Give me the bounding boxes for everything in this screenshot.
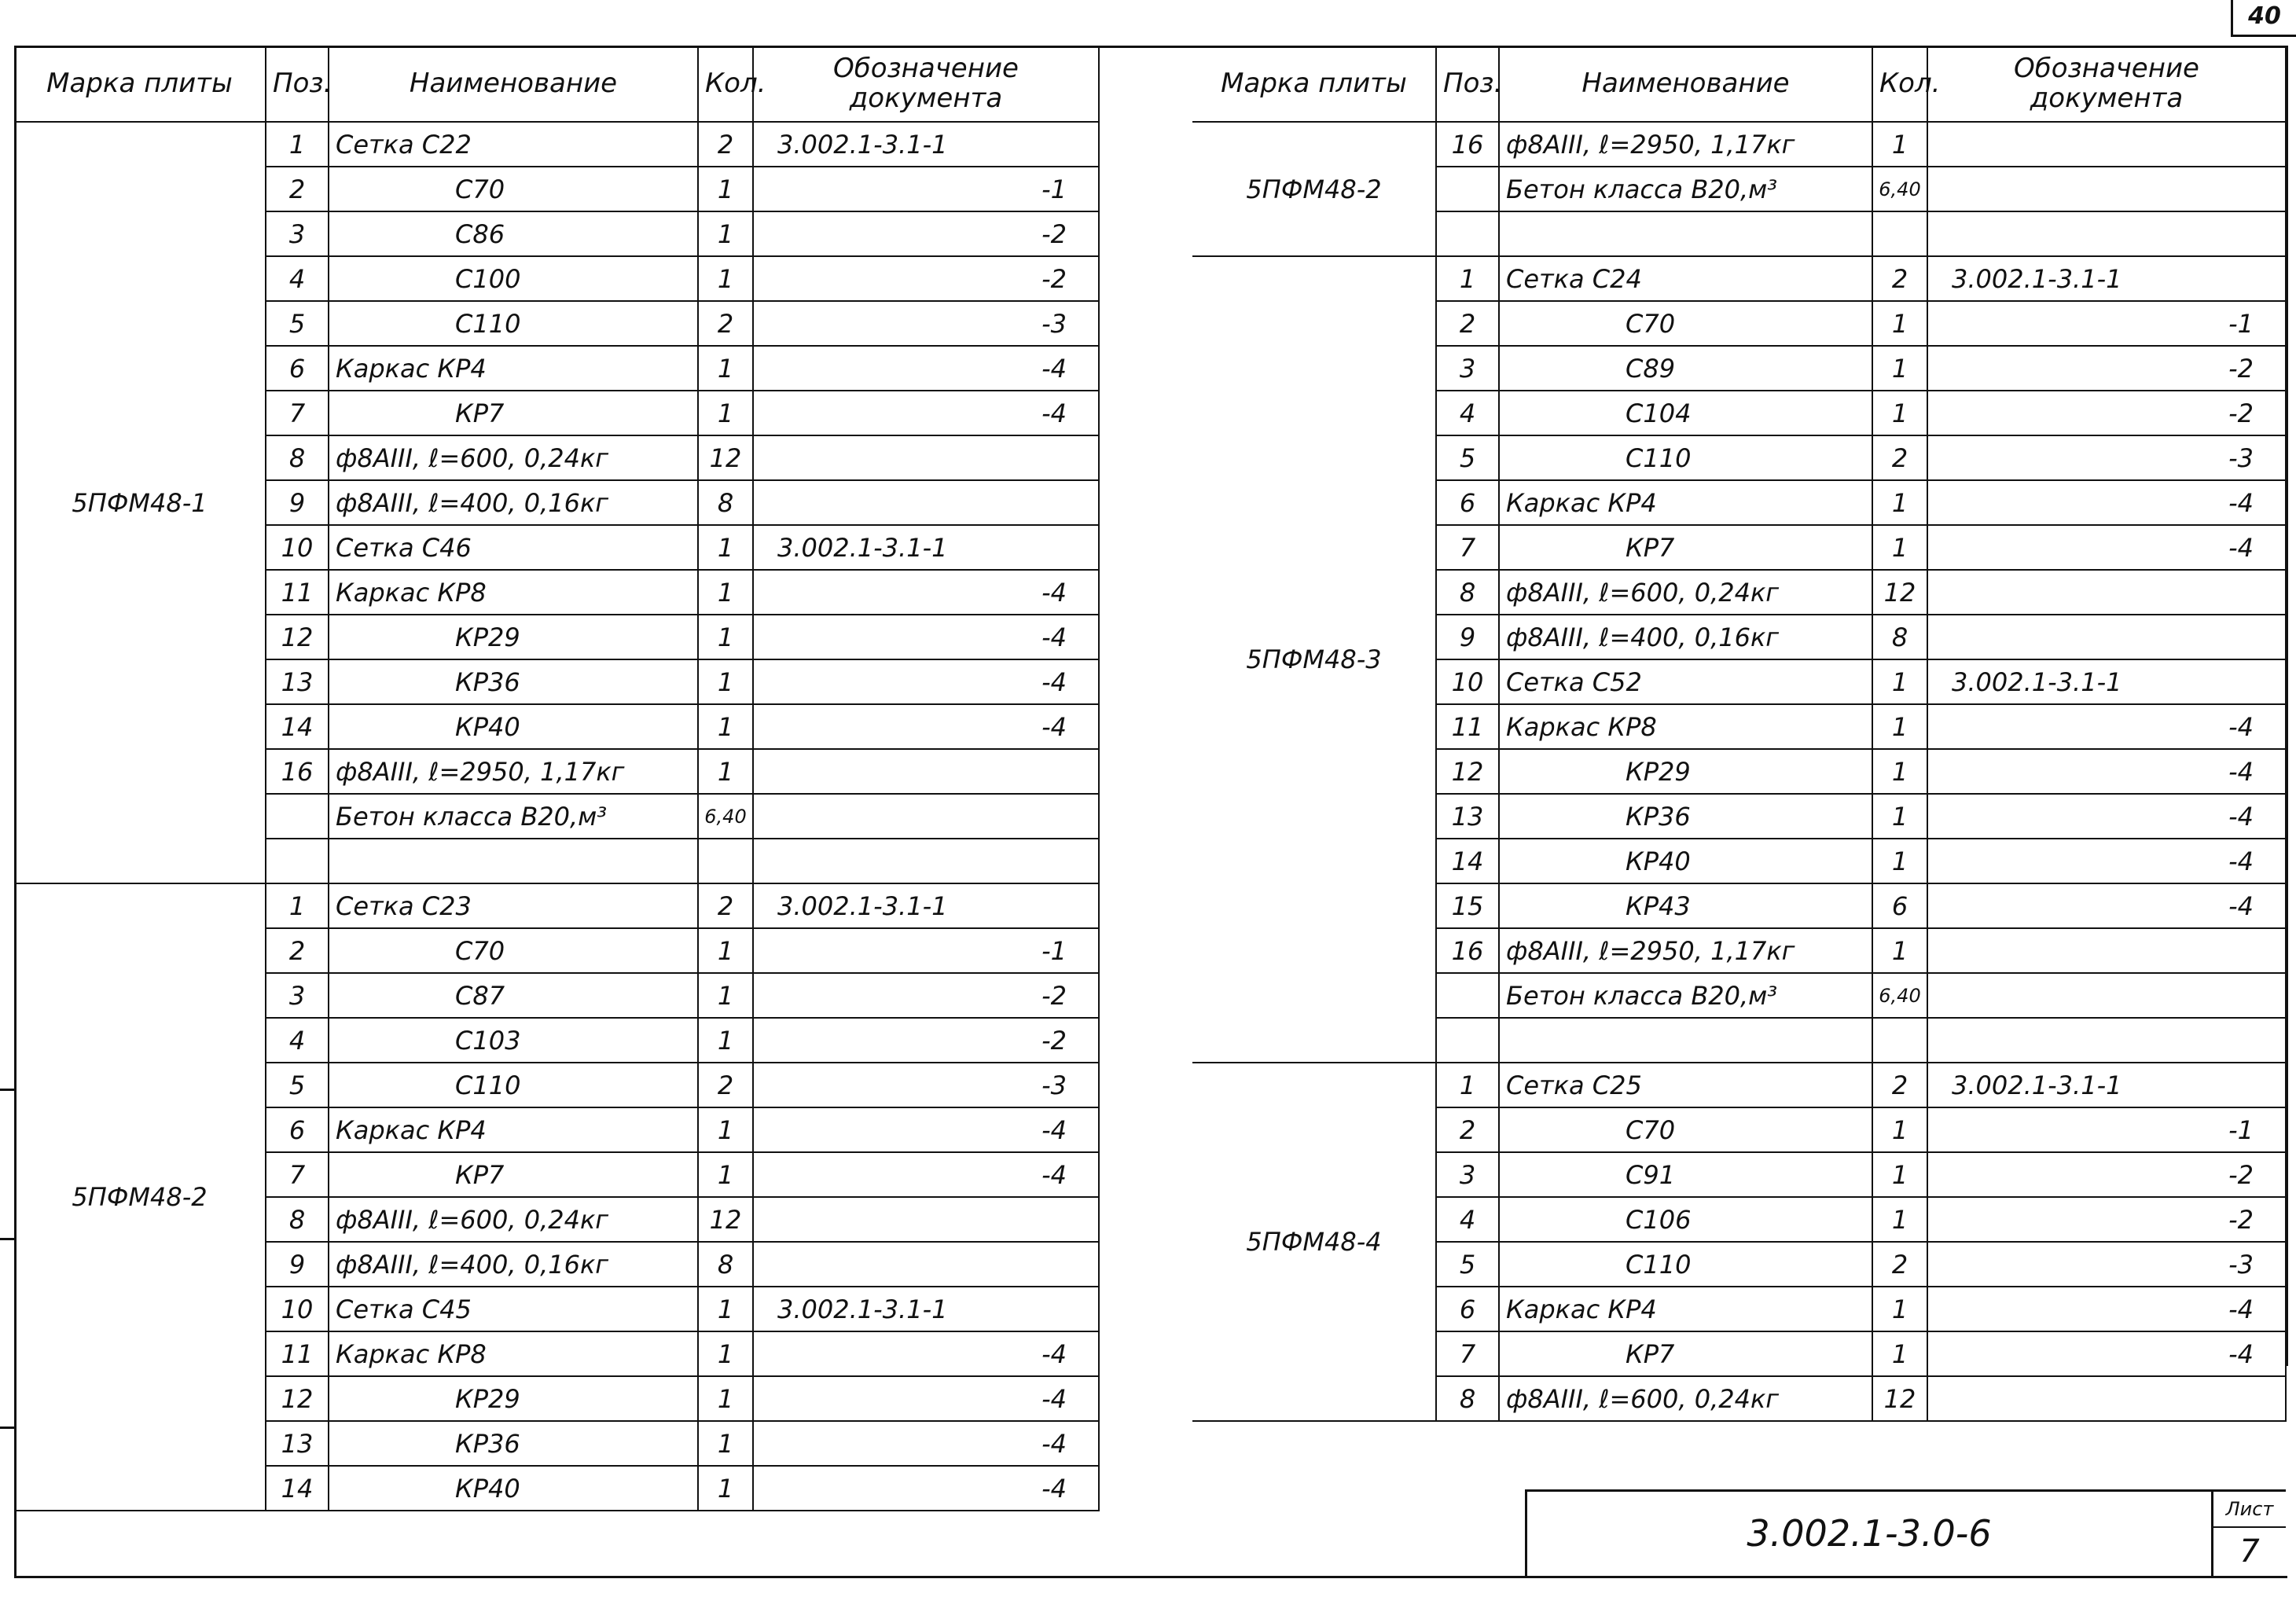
doc-cell: 3.002.1-3.1-1 — [753, 122, 1099, 167]
qty-cell: 1 — [698, 1107, 753, 1152]
doc-cell: -4 — [753, 391, 1099, 435]
doc-cell: -2 — [1927, 391, 2286, 435]
pos-cell: 15 — [1436, 883, 1499, 928]
qty-cell: 1 — [1872, 301, 1927, 346]
name-cell: С87 — [329, 973, 698, 1018]
pos-cell — [266, 839, 329, 883]
qty-cell: 1 — [698, 570, 753, 615]
table-row — [14, 122, 1099, 167]
qty-cell — [698, 839, 753, 883]
doc-cell: -4 — [753, 659, 1099, 704]
pos-cell: 11 — [1436, 704, 1499, 749]
doc-cell: -4 — [753, 346, 1099, 391]
pos-cell — [1436, 211, 1499, 256]
name-cell: КР29 — [329, 615, 698, 659]
qty-cell: 1 — [698, 525, 753, 570]
table-header-row — [1192, 46, 2286, 122]
header-doc: Обозначение документа — [1927, 46, 2286, 122]
pos-cell: 12 — [266, 615, 329, 659]
doc-cell: -4 — [753, 1107, 1099, 1152]
pos-cell: 5 — [1436, 435, 1499, 480]
qty-cell: 1 — [698, 615, 753, 659]
qty-cell: 1 — [1872, 659, 1927, 704]
sheet-label: Лист — [2213, 1492, 2286, 1528]
pos-cell: 9 — [1436, 615, 1499, 659]
pos-cell: 4 — [266, 1018, 329, 1063]
spec-table-left — [14, 46, 1100, 1511]
doc-cell: 3.002.1-3.1-1 — [753, 1287, 1099, 1331]
pos-cell: 7 — [266, 1152, 329, 1197]
pos-cell — [1436, 1018, 1499, 1063]
name-cell: Сетка С52 — [1499, 659, 1872, 704]
name-cell: С89 — [1499, 346, 1872, 391]
name-cell: С110 — [329, 1063, 698, 1107]
pos-cell: 3 — [1436, 1152, 1499, 1197]
margin-tick — [0, 1238, 14, 1240]
pos-cell: 4 — [1436, 391, 1499, 435]
name-cell: ф8АIII, ℓ=400, 0,16кг — [1499, 615, 1872, 659]
name-cell: КР7 — [329, 1152, 698, 1197]
pos-cell: 1 — [266, 122, 329, 167]
qty-cell: 2 — [698, 301, 753, 346]
pos-cell: 2 — [266, 167, 329, 211]
qty-cell: 2 — [1872, 1242, 1927, 1287]
doc-cell: -2 — [753, 211, 1099, 256]
name-cell: С70 — [1499, 1107, 1872, 1152]
name-cell: КР36 — [329, 659, 698, 704]
name-cell: КР43 — [1499, 883, 1872, 928]
doc-cell — [753, 794, 1099, 839]
margin-tick — [0, 1089, 14, 1091]
name-cell: С104 — [1499, 391, 1872, 435]
qty-cell — [1872, 211, 1927, 256]
slab-mark: 5ПФМ48-2 — [14, 883, 266, 1511]
qty-cell: 2 — [698, 883, 753, 928]
pos-cell: 8 — [266, 435, 329, 480]
qty-cell: 1 — [698, 346, 753, 391]
document-code: 3.002.1-3.0-6 — [1747, 1512, 1992, 1555]
pos-cell — [266, 794, 329, 839]
qty-cell: 1 — [698, 1152, 753, 1197]
doc-cell — [1927, 1018, 2286, 1063]
pos-cell — [1436, 167, 1499, 211]
pos-cell: 5 — [266, 1063, 329, 1107]
doc-cell: -4 — [753, 1421, 1099, 1466]
doc-cell: -4 — [753, 570, 1099, 615]
pos-cell: 16 — [1436, 122, 1499, 167]
name-cell: Сетка С23 — [329, 883, 698, 928]
doc-cell — [753, 435, 1099, 480]
name-cell — [1499, 211, 1872, 256]
qty-cell: 1 — [1872, 1287, 1927, 1331]
qty-cell: 6 — [1872, 883, 1927, 928]
doc-cell — [1927, 211, 2286, 256]
table-row — [1192, 1063, 2286, 1107]
name-cell: С100 — [329, 256, 698, 301]
doc-cell: -2 — [753, 256, 1099, 301]
name-cell: ф8АIII, ℓ=2950, 1,17кг — [329, 749, 698, 794]
qty-cell: 1 — [1872, 480, 1927, 525]
qty-cell: 1 — [1872, 794, 1927, 839]
pos-cell: 9 — [266, 1242, 329, 1287]
name-cell: С86 — [329, 211, 698, 256]
doc-cell — [753, 1197, 1099, 1242]
doc-cell: -4 — [753, 615, 1099, 659]
doc-cell: -1 — [1927, 301, 2286, 346]
qty-cell: 12 — [698, 435, 753, 480]
pos-cell: 6 — [266, 1107, 329, 1152]
pos-cell: 1 — [266, 883, 329, 928]
name-cell: Каркас КР8 — [1499, 704, 1872, 749]
doc-cell — [1927, 928, 2286, 973]
qty-cell: 1 — [1872, 928, 1927, 973]
pos-cell: 3 — [266, 973, 329, 1018]
doc-cell: -4 — [753, 1152, 1099, 1197]
pos-cell: 10 — [1436, 659, 1499, 704]
doc-cell: -1 — [1927, 1107, 2286, 1152]
pos-cell: 6 — [1436, 1287, 1499, 1331]
doc-cell: -4 — [753, 704, 1099, 749]
qty-cell: 1 — [698, 1376, 753, 1421]
pos-cell: 2 — [1436, 1107, 1499, 1152]
qty-cell: 1 — [698, 928, 753, 973]
qty-cell — [1872, 1018, 1927, 1063]
name-cell: ф8АIII, ℓ=400, 0,16кг — [329, 480, 698, 525]
qty-cell: 1 — [1872, 391, 1927, 435]
doc-cell: -4 — [1927, 480, 2286, 525]
slab-mark: 5ПФМ48-2 — [1192, 122, 1436, 256]
name-cell: КР29 — [1499, 749, 1872, 794]
title-block — [1525, 1489, 2286, 1576]
header-name: Наименование — [329, 46, 698, 122]
name-cell: ф8АIII, ℓ=400, 0,16кг — [329, 1242, 698, 1287]
doc-cell: -4 — [753, 1466, 1099, 1511]
name-cell: Сетка С45 — [329, 1287, 698, 1331]
doc-cell: -3 — [1927, 1242, 2286, 1287]
doc-cell: 3.002.1-3.1-1 — [1927, 1063, 2286, 1107]
doc-cell: -4 — [1927, 794, 2286, 839]
name-cell: Каркас КР8 — [329, 570, 698, 615]
qty-cell: 1 — [698, 1331, 753, 1376]
table-row — [1192, 256, 2286, 301]
qty-cell: 1 — [698, 749, 753, 794]
doc-cell: -4 — [1927, 704, 2286, 749]
name-cell: С110 — [1499, 1242, 1872, 1287]
table-row — [1192, 122, 2286, 167]
doc-cell — [753, 749, 1099, 794]
qty-cell: 6,40 — [698, 794, 753, 839]
qty-cell: 1 — [698, 1287, 753, 1331]
qty-cell: 1 — [1872, 1331, 1927, 1376]
doc-cell: -4 — [1927, 839, 2286, 883]
pos-cell: 14 — [266, 1466, 329, 1511]
pos-cell: 2 — [266, 928, 329, 973]
pos-cell: 7 — [1436, 525, 1499, 570]
name-cell: КР29 — [329, 1376, 698, 1421]
qty-cell: 1 — [698, 391, 753, 435]
doc-cell — [1927, 973, 2286, 1018]
pos-cell: 16 — [1436, 928, 1499, 973]
doc-cell: -3 — [753, 1063, 1099, 1107]
doc-cell: 3.002.1-3.1-1 — [753, 525, 1099, 570]
pos-cell: 13 — [266, 1421, 329, 1466]
doc-cell: -4 — [753, 1376, 1099, 1421]
doc-cell: -2 — [753, 1018, 1099, 1063]
pos-cell: 3 — [266, 211, 329, 256]
doc-cell: -4 — [1927, 883, 2286, 928]
pos-cell: 8 — [1436, 570, 1499, 615]
name-cell: Бетон класса В20,м³ — [329, 794, 698, 839]
doc-cell: -4 — [753, 1331, 1099, 1376]
pos-cell: 13 — [1436, 794, 1499, 839]
doc-cell: -1 — [753, 167, 1099, 211]
name-cell: ф8АIII, ℓ=600, 0,24кг — [329, 1197, 698, 1242]
doc-cell: -2 — [1927, 1197, 2286, 1242]
pos-cell: 14 — [266, 704, 329, 749]
spec-table-right-body — [1192, 122, 2286, 1421]
qty-cell: 1 — [1872, 839, 1927, 883]
qty-cell: 12 — [1872, 570, 1927, 615]
name-cell: КР40 — [329, 704, 698, 749]
margin-tick — [0, 1427, 14, 1429]
name-cell: КР7 — [1499, 525, 1872, 570]
qty-cell: 1 — [698, 1018, 753, 1063]
name-cell: КР7 — [1499, 1331, 1872, 1376]
doc-cell: -2 — [1927, 1152, 2286, 1197]
pos-cell: 4 — [1436, 1197, 1499, 1242]
name-cell: С91 — [1499, 1152, 1872, 1197]
qty-cell: 1 — [1872, 346, 1927, 391]
doc-cell: 3.002.1-3.1-1 — [1927, 256, 2286, 301]
header-pos: Поз. — [1436, 46, 1499, 122]
pos-cell: 2 — [1436, 301, 1499, 346]
qty-cell: 1 — [1872, 749, 1927, 794]
slab-mark: 5ПФМ48-4 — [1192, 1063, 1436, 1421]
header-mark: Марка плиты — [1192, 46, 1436, 122]
name-cell: КР36 — [1499, 794, 1872, 839]
pos-cell: 3 — [1436, 346, 1499, 391]
pos-cell: 12 — [1436, 749, 1499, 794]
pos-cell: 4 — [266, 256, 329, 301]
name-cell: ф8АIII, ℓ=600, 0,24кг — [1499, 570, 1872, 615]
doc-cell — [753, 839, 1099, 883]
doc-cell: 3.002.1-3.1-1 — [1927, 659, 2286, 704]
name-cell — [329, 839, 698, 883]
name-cell: Каркас КР4 — [329, 1107, 698, 1152]
pos-cell: 6 — [266, 346, 329, 391]
doc-cell: -4 — [1927, 749, 2286, 794]
qty-cell: 8 — [698, 1242, 753, 1287]
name-cell: С110 — [329, 301, 698, 346]
header-name: Наименование — [1499, 46, 1872, 122]
doc-cell: -4 — [1927, 1331, 2286, 1376]
qty-cell: 1 — [698, 256, 753, 301]
sheet-cell — [2211, 1492, 2286, 1576]
name-cell: Бетон класса В20,м³ — [1499, 973, 1872, 1018]
name-cell: Сетка С22 — [329, 122, 698, 167]
pos-cell: 16 — [266, 749, 329, 794]
spec-table-right — [1192, 46, 2287, 1422]
pos-cell: 10 — [266, 525, 329, 570]
pos-cell: 5 — [266, 301, 329, 346]
name-cell: Каркас КР4 — [1499, 480, 1872, 525]
doc-cell — [1927, 570, 2286, 615]
name-cell: КР36 — [329, 1421, 698, 1466]
doc-cell — [753, 1242, 1099, 1287]
name-cell: С110 — [1499, 435, 1872, 480]
qty-cell: 2 — [698, 1063, 753, 1107]
qty-cell: 6,40 — [1872, 973, 1927, 1018]
pos-cell: 7 — [1436, 1331, 1499, 1376]
qty-cell: 1 — [1872, 1197, 1927, 1242]
doc-cell — [1927, 122, 2286, 167]
sheet-number: 7 — [2239, 1533, 2260, 1570]
spec-table-left-body — [14, 122, 1099, 1511]
qty-cell: 2 — [698, 122, 753, 167]
name-cell: ф8АIII, ℓ=2950, 1,17кг — [1499, 928, 1872, 973]
slab-mark: 5ПФМ48-3 — [1192, 256, 1436, 1063]
name-cell: ф8АIII, ℓ=600, 0,24кг — [1499, 1376, 1872, 1421]
name-cell: КР40 — [1499, 839, 1872, 883]
qty-cell: 1 — [1872, 704, 1927, 749]
name-cell: Бетон класса В20,м³ — [1499, 167, 1872, 211]
qty-cell: 1 — [1872, 1152, 1927, 1197]
qty-cell: 1 — [1872, 122, 1927, 167]
header-qty: Кол. — [1872, 46, 1927, 122]
pos-cell: 8 — [1436, 1376, 1499, 1421]
pos-cell: 13 — [266, 659, 329, 704]
name-cell: КР7 — [329, 391, 698, 435]
pos-cell: 8 — [266, 1197, 329, 1242]
header-pos: Поз. — [266, 46, 329, 122]
name-cell: Каркас КР8 — [329, 1331, 698, 1376]
qty-cell: 1 — [698, 659, 753, 704]
doc-cell — [1927, 1376, 2286, 1421]
name-cell: Сетка С25 — [1499, 1063, 1872, 1107]
name-cell: Сетка С46 — [329, 525, 698, 570]
qty-cell: 1 — [1872, 525, 1927, 570]
name-cell — [1499, 1018, 1872, 1063]
doc-cell: 3.002.1-3.1-1 — [753, 883, 1099, 928]
qty-cell: 6,40 — [1872, 167, 1927, 211]
name-cell: С70 — [1499, 301, 1872, 346]
doc-cell: -3 — [753, 301, 1099, 346]
pos-cell: 5 — [1436, 1242, 1499, 1287]
qty-cell: 1 — [698, 167, 753, 211]
header-mark: Марка плиты — [14, 46, 266, 122]
doc-cell: -4 — [1927, 1287, 2286, 1331]
pos-cell: 14 — [1436, 839, 1499, 883]
page-number: 40 — [2231, 0, 2296, 37]
doc-cell: -1 — [753, 928, 1099, 973]
name-cell: ф8АIII, ℓ=2950, 1,17кг — [1499, 122, 1872, 167]
pos-cell: 7 — [266, 391, 329, 435]
pos-cell — [1436, 973, 1499, 1018]
name-cell: С106 — [1499, 1197, 1872, 1242]
pos-cell: 11 — [266, 570, 329, 615]
name-cell: С103 — [329, 1018, 698, 1063]
table-header-row — [14, 46, 1099, 122]
frame-bottom-line — [14, 1576, 2287, 1578]
qty-cell: 1 — [698, 211, 753, 256]
doc-cell: -2 — [1927, 346, 2286, 391]
qty-cell: 2 — [1872, 256, 1927, 301]
pos-cell: 1 — [1436, 256, 1499, 301]
header-doc: Обозначение документа — [753, 46, 1099, 122]
doc-cell — [1927, 615, 2286, 659]
pos-cell: 9 — [266, 480, 329, 525]
name-cell: Каркас КР4 — [329, 346, 698, 391]
qty-cell: 12 — [698, 1197, 753, 1242]
qty-cell: 2 — [1872, 1063, 1927, 1107]
qty-cell: 1 — [698, 1466, 753, 1511]
qty-cell: 8 — [1872, 615, 1927, 659]
doc-cell — [753, 480, 1099, 525]
doc-cell: -3 — [1927, 435, 2286, 480]
name-cell: Каркас КР4 — [1499, 1287, 1872, 1331]
qty-cell: 1 — [698, 1421, 753, 1466]
doc-cell: -4 — [1927, 525, 2286, 570]
table-row — [14, 883, 1099, 928]
qty-cell: 12 — [1872, 1376, 1927, 1421]
doc-cell — [1927, 167, 2286, 211]
name-cell: Сетка С24 — [1499, 256, 1872, 301]
name-cell: С70 — [329, 928, 698, 973]
pos-cell: 10 — [266, 1287, 329, 1331]
name-cell: ф8АIII, ℓ=600, 0,24кг — [329, 435, 698, 480]
name-cell: КР40 — [329, 1466, 698, 1511]
pos-cell: 12 — [266, 1376, 329, 1421]
pos-cell: 1 — [1436, 1063, 1499, 1107]
name-cell: С70 — [329, 167, 698, 211]
pos-cell: 11 — [266, 1331, 329, 1376]
qty-cell: 1 — [698, 704, 753, 749]
doc-cell: -2 — [753, 973, 1099, 1018]
qty-cell: 8 — [698, 480, 753, 525]
qty-cell: 1 — [1872, 1107, 1927, 1152]
slab-mark: 5ПФМ48-1 — [14, 122, 266, 883]
qty-cell: 1 — [698, 973, 753, 1018]
pos-cell: 6 — [1436, 480, 1499, 525]
header-qty: Кол. — [698, 46, 753, 122]
qty-cell: 2 — [1872, 435, 1927, 480]
